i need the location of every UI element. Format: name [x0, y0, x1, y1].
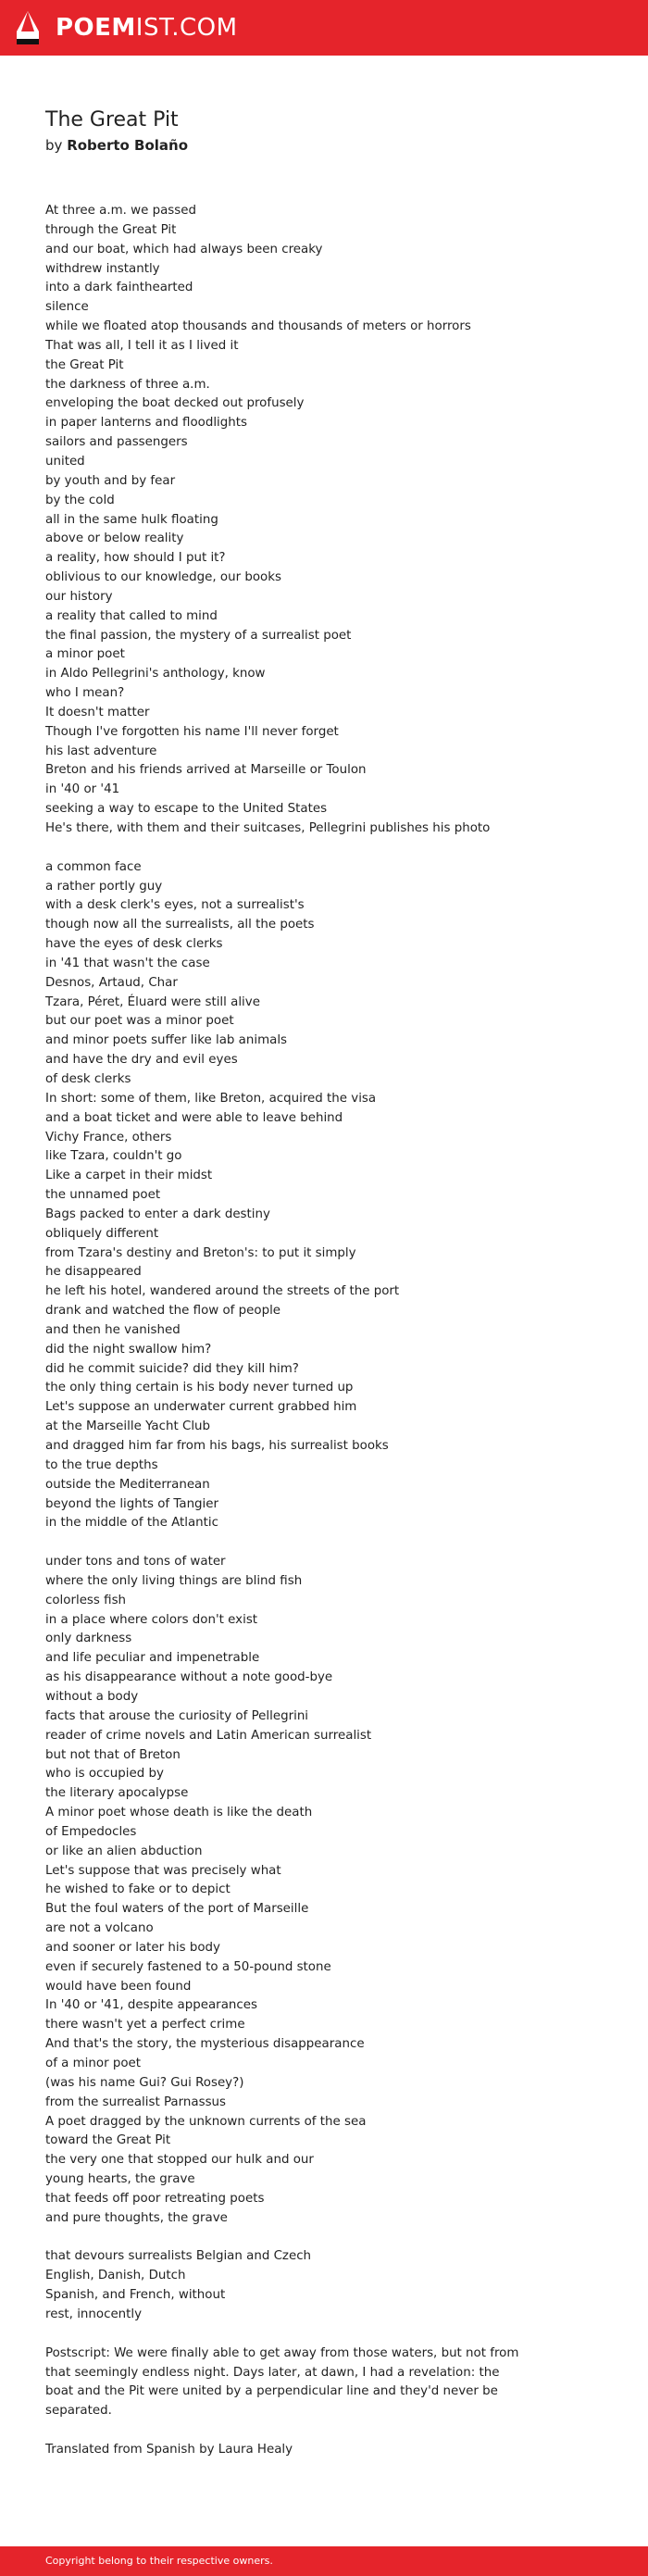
- poem-line: obliquely different: [45, 1226, 159, 1241]
- poem-line: that feeds off poor retreating poets: [45, 2191, 265, 2206]
- poem-line: At three a.m. we passed: [45, 204, 196, 218]
- poem-line: the very one that stopped our hulk and our: [45, 2153, 314, 2168]
- poem-line: But the foul waters of the port of Marseille: [45, 1902, 309, 1917]
- poem-line: of Empedocles: [45, 1824, 137, 1839]
- poem-line: and minor poets suffer like lab animals: [45, 1033, 288, 1048]
- poem-line: he disappeared: [45, 1265, 142, 1280]
- poem-line: a common face: [45, 859, 142, 874]
- poem-line: Vichy France, others: [45, 1130, 172, 1144]
- poem-line: who is occupied by: [45, 1767, 164, 1782]
- poem-line: a reality, how should I put it?: [45, 551, 226, 566]
- poem-line: but not that of Breton: [45, 1747, 181, 1762]
- poem-line: drank and watched the flow of people: [45, 1304, 281, 1319]
- poem-line: would have been found: [45, 1979, 192, 1994]
- poem-body: [45, 202, 527, 2480]
- poem-line: in a place where colors don't exist: [45, 1612, 258, 1627]
- poem-line: in '41 that wasn't the case: [45, 956, 210, 970]
- translation-note: Translated from Spanish by Laura Healy: [45, 2442, 293, 2457]
- poem-line: have the eyes of desk clerks: [45, 937, 223, 952]
- poem-line: and our boat, which had always been creaky: [45, 242, 323, 256]
- poem-line: withdrew instantly: [45, 261, 160, 276]
- poem-line: and sooner or later his body: [45, 1940, 220, 1955]
- poem-line: of desk clerks: [45, 1071, 131, 1086]
- poem-line: That was all, I tell it as I lived it: [45, 338, 239, 353]
- poem-line: Like a carpet in their midst: [45, 1169, 213, 1183]
- poem-line: Though I've forgotten his name I'll never forget: [45, 724, 339, 739]
- poem-line: from the surrealist Parnassus: [45, 2095, 227, 2109]
- site-footer: [0, 2546, 648, 2576]
- poem-line: where the only living things are blind fish: [45, 1573, 303, 1588]
- poem-line: like Tzara, couldn't go: [45, 1149, 182, 1164]
- poem-line: only darkness: [45, 1632, 132, 1646]
- poem-line: And that's the story, the mysterious disappearance: [45, 2037, 365, 2052]
- poem-line: at the Marseille Yacht Club: [45, 1419, 211, 1434]
- poem-line: though now all the surrealists, all the poets: [45, 918, 315, 932]
- stanza: [45, 202, 527, 839]
- poem-line: Let's suppose that was precisely what: [45, 1863, 281, 1878]
- poem-line: united: [45, 454, 85, 469]
- poem-line: or like an alien abduction: [45, 1844, 203, 1858]
- poem-line: In short: some of them, like Breton, acquired the visa: [45, 1091, 377, 1106]
- poem-line: from Tzara's destiny and Breton's: to put it simply: [45, 1245, 356, 1260]
- poem-line: to the true depths: [45, 1457, 158, 1472]
- poem-line: enveloping the boat decked out profusely: [45, 396, 305, 411]
- stanza: [45, 858, 527, 1534]
- poem-line: without a body: [45, 1689, 139, 1704]
- poem-line: a minor poet: [45, 647, 125, 662]
- poem-line: beyond the lights of Tangier: [45, 1496, 219, 1511]
- poem-line: toward the Great Pit: [45, 2133, 171, 2148]
- poem-line: who I mean?: [45, 686, 125, 701]
- poem-line: young hearts, the grave: [45, 2172, 195, 2187]
- poem-line: that devours surrealists Belgian and Czech: [45, 2249, 312, 2264]
- poem-line: and life peculiar and impenetrable: [45, 1651, 260, 1666]
- poem-line: the final passion, the mystery of a surrealist poet: [45, 628, 352, 643]
- poem-line: in the middle of the Atlantic: [45, 1516, 218, 1531]
- logo-bold-text: POEM: [56, 14, 136, 42]
- poem-line: his last adventure: [45, 744, 157, 758]
- logo-light-text: IST.COM: [135, 14, 238, 42]
- poem-line: by youth and by fear: [45, 473, 176, 488]
- poem-line: and then he vanished: [45, 1322, 181, 1337]
- by-label: by: [45, 137, 63, 154]
- poem-line: all in the same hulk floating: [45, 512, 218, 527]
- poem-line: and dragged him far from his bags, his surrealist books: [45, 1439, 389, 1453]
- poem-line: English, Danish, Dutch: [45, 2269, 186, 2283]
- poem-line: the literary apocalypse: [45, 1786, 189, 1801]
- poem-line: the only thing certain is his body never turned up: [45, 1381, 354, 1395]
- poem-line: did he commit suicide? did they kill him?: [45, 1361, 299, 1376]
- pen-nib-icon[interactable]: [17, 11, 39, 44]
- poem-line: Desnos, Artaud, Char: [45, 975, 178, 990]
- poem-line: and have the dry and evil eyes: [45, 1053, 238, 1068]
- stanza: [45, 1553, 527, 2229]
- poem-line: he wished to fake or to depict: [45, 1882, 231, 1897]
- poem-line: outside the Mediterranean: [45, 1477, 210, 1492]
- poem-line: above or below reality: [45, 531, 184, 546]
- poem-line: are not a volcano: [45, 1921, 154, 1936]
- poem-line: Tzara, Péret, Éluard were still alive: [45, 994, 260, 1009]
- poem-line: colorless fish: [45, 1593, 127, 1607]
- poem-line: (was his name Gui? Gui Rosey?): [45, 2075, 244, 2090]
- poem-line: Breton and his friends arrived at Marseille or Toulon: [45, 763, 367, 778]
- author-link[interactable]: Roberto Bolaño: [67, 137, 189, 154]
- poem-line: reader of crime novels and Latin American surrealist: [45, 1728, 372, 1743]
- poem-line: silence: [45, 300, 89, 315]
- poem-line: with a desk clerk's eyes, not a surrealist's: [45, 898, 305, 913]
- poem-line: sailors and passengers: [45, 435, 188, 450]
- poem-line: A minor poet whose death is like the death: [45, 1806, 313, 1820]
- poem-line: Let's suppose an underwater current grabbed him: [45, 1400, 357, 1415]
- poem-line: He's there, with them and their suitcases, Pellegrini publishes his photo: [45, 821, 491, 835]
- copyright-text: Copyright belong to their respective owners.: [45, 2555, 273, 2567]
- poem-line: Spanish, and French, without: [45, 2288, 226, 2303]
- poem-line: seeking a way to escape to the United States: [45, 802, 328, 817]
- poem-line: as his disappearance without a note good-bye: [45, 1670, 333, 1685]
- poem-line: there wasn't yet a perfect crime: [45, 2018, 245, 2032]
- poem-line: and a boat ticket and were able to leave behind: [45, 1110, 343, 1125]
- poem-line: into a dark fainthearted: [45, 281, 193, 295]
- poem-line: oblivious to our knowledge, our books: [45, 570, 281, 585]
- poem-line: a reality that called to mind: [45, 608, 218, 623]
- poem-line: did the night swallow him?: [45, 1342, 212, 1357]
- poem-line: he left his hotel, wandered around the streets of the port: [45, 1284, 400, 1299]
- poem-line: through the Great Pit: [45, 222, 177, 237]
- site-logo[interactable]: [56, 13, 238, 43]
- byline: [45, 136, 188, 155]
- poem-line: a rather portly guy: [45, 879, 163, 894]
- poem-line: of a minor poet: [45, 2057, 142, 2070]
- stanza: [45, 2247, 527, 2324]
- poem-line: under tons and tons of water: [45, 1555, 226, 1569]
- poem-line: the Great Pit: [45, 357, 124, 372]
- poem-line: In '40 or '41, despite appearances: [45, 1998, 257, 2013]
- poem-line: and pure thoughts, the grave: [45, 2210, 228, 2225]
- poem-line: It doesn't matter: [45, 705, 150, 719]
- site-header: [0, 0, 648, 56]
- poem-line: the darkness of three a.m.: [45, 377, 210, 392]
- poem-line: by the cold: [45, 493, 115, 507]
- poem-line: rest, innocently: [45, 2307, 143, 2321]
- poem-line: in '40 or '41: [45, 782, 120, 797]
- poem-line: A poet dragged by the unknown currents of the sea: [45, 2114, 367, 2129]
- poem-line: in paper lanterns and floodlights: [45, 416, 247, 431]
- poem-line: facts that arouse the curiosity of Pellegrini: [45, 1708, 309, 1723]
- poem-line: even if securely fastened to a 50-pound stone: [45, 1959, 331, 1974]
- poem-title: The Great Pit: [45, 108, 179, 131]
- poem-line: our history: [45, 589, 113, 604]
- poem-line: Bags packed to enter a dark destiny: [45, 1207, 270, 1221]
- poem-line: while we floated atop thousands and thousands of meters or horrors: [45, 319, 471, 334]
- poem-line: the unnamed poet: [45, 1188, 161, 1203]
- poem-line: in Aldo Pellegrini's anthology, know: [45, 667, 266, 682]
- poem-line: but our poet was a minor poet: [45, 1014, 234, 1029]
- postscript: Postscript: We were finally able to get away from those waters, but not from that seemingly endless night. Days later, at dawn, I had a revelation: the boat and the Pit were united by a perpendicular line and they'd never be separated.: [45, 2345, 519, 2419]
